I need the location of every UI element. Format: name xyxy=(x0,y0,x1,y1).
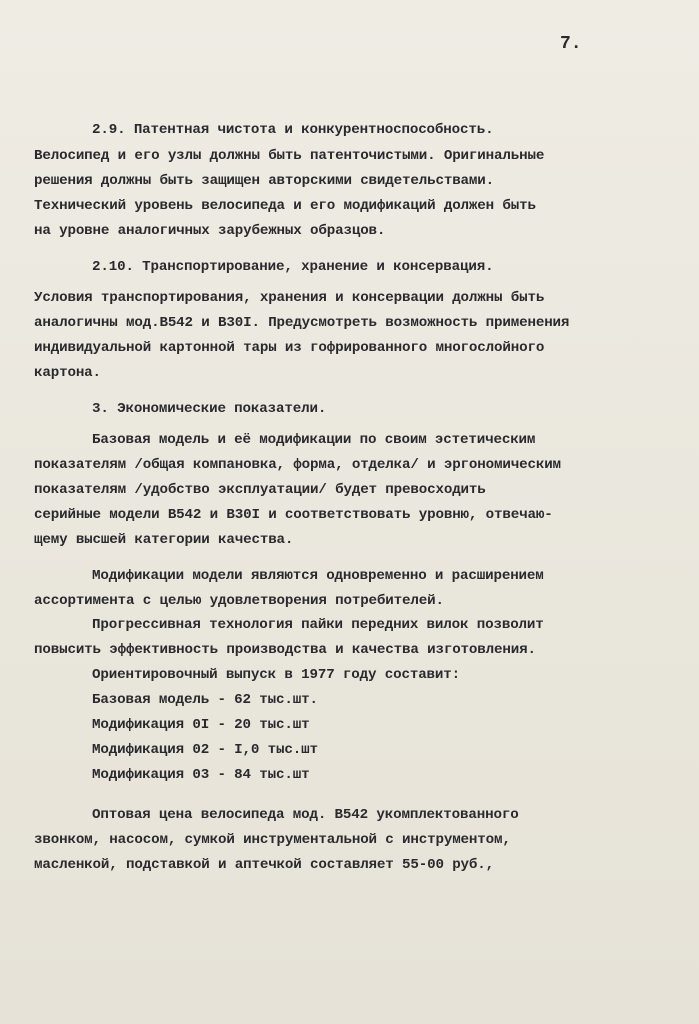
price-line: Оптовая цена велосипеда мод. В542 укомплектованного xyxy=(92,807,519,823)
output-item: Модификация 02 - I,0 тыс.шт xyxy=(92,742,318,758)
output-item: Базовая модель - 62 тыс.шт. xyxy=(92,692,318,708)
section-2-10-line: индивидуальной картонной тары из гофрированного многослойного xyxy=(34,340,545,356)
page-number: 7. xyxy=(560,34,582,54)
section-3-paragraph-line: повысить эффективность производства и качества изготовления. xyxy=(34,642,536,658)
output-item: Модификация 03 - 84 тыс.шт xyxy=(92,767,310,783)
section-2-9-heading: 2.9. Патентная чистота и конкурентноспособность. xyxy=(92,122,494,138)
section-2-10-line: Условия транспортирования, хранения и консервации должны быть xyxy=(34,290,545,306)
section-2-10-line: картона. xyxy=(34,365,101,381)
section-3-paragraph-line: ассортимента с целью удовлетворения потребителей. xyxy=(34,593,444,609)
section-3-heading: 3. Экономические показатели. xyxy=(92,401,327,417)
section-2-9-line: Велосипед и его узлы должны быть патенточистыми. Оригинальные xyxy=(34,148,545,164)
section-3-paragraph-line: показателям /общая компановка, форма, отделка/ и эргономическим xyxy=(34,457,561,473)
section-3-paragraph-line: щему высшей категории качества. xyxy=(34,532,294,548)
section-3-paragraph-line: Модификации модели являются одновременно и расширением xyxy=(92,568,544,584)
section-2-9-line: на уровне аналогичных зарубежных образцов. xyxy=(34,223,386,239)
section-3-paragraph-line: Базовая модель и её модификации по своим эстетическим xyxy=(92,432,536,448)
price-line: звонком, насосом, сумкой инструментальной с инструментом, xyxy=(34,832,511,848)
output-item: Модификация 0I - 20 тыс.шт xyxy=(92,717,310,733)
section-3-paragraph-line: показателям /удобство эксплуатации/ будет превосходить xyxy=(34,482,486,498)
price-line: масленкой, подставкой и аптечкой составляет 55-00 руб., xyxy=(34,857,495,873)
section-2-9-line: решения должны быть защищен авторскими свидетельствами. xyxy=(34,173,495,189)
section-2-10-heading: 2.10. Транспортирование, хранение и консервация. xyxy=(92,259,494,275)
section-2-10-line: аналогичны мод.В542 и В30I. Предусмотреть возможность применения xyxy=(34,315,570,331)
output-intro: Ориентировочный выпуск в 1977 году составит: xyxy=(92,667,461,683)
section-3-paragraph-line: Прогрессивная технология пайки передних вилок позволит xyxy=(92,617,544,633)
section-2-9-line: Технический уровень велосипеда и его модификаций должен быть xyxy=(34,198,536,214)
section-3-paragraph-line: серийные модели В542 и В30I и соответствовать уровню, отвечаю- xyxy=(34,507,553,523)
